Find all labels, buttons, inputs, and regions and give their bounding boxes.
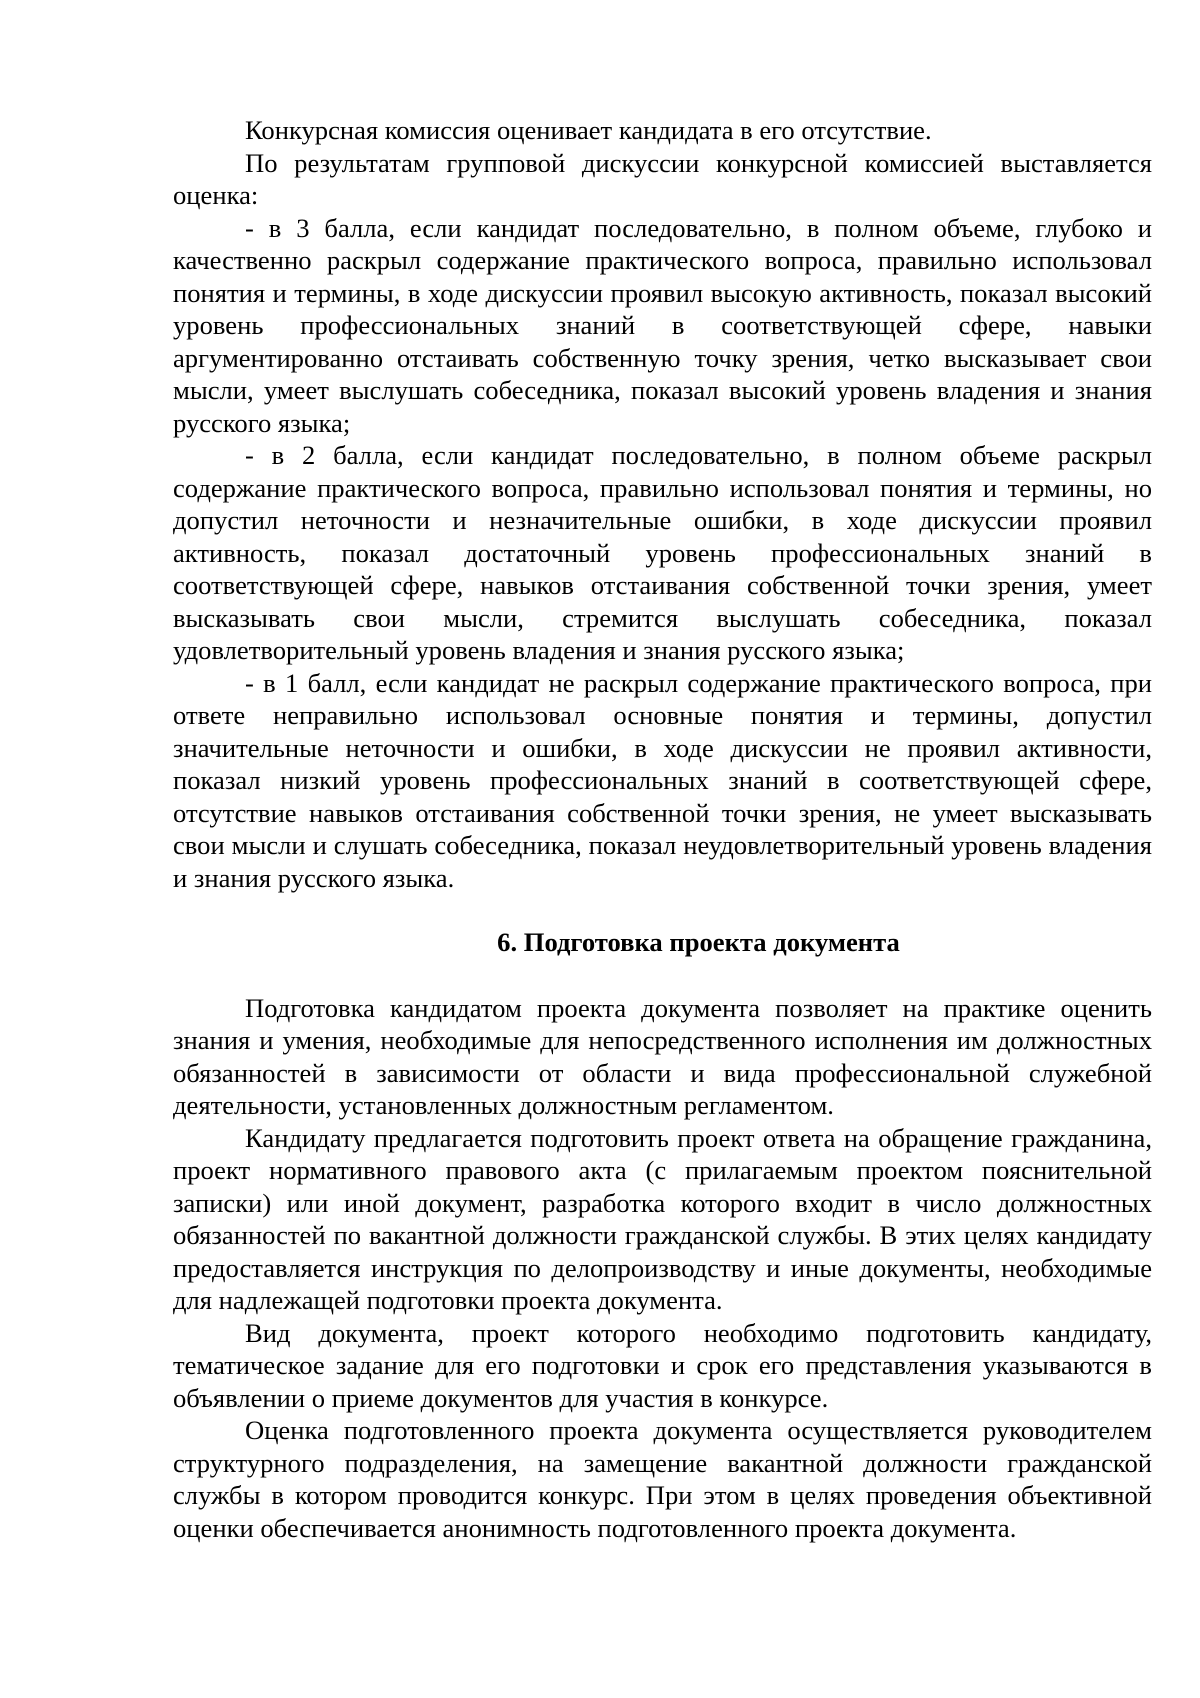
section-heading: 6. Подготовка проекта документа	[497, 927, 900, 957]
paragraph-score-2: - в 2 балла, если кандидат последовательно, в полном объеме раскрыл содержание практического вопроса, правильно использовал понятия и термины, но допустил неточности и незначительные ошибки, в ходе дискуссии проявил активность, показал достаточный уровень профессиональных знаний в соответствующей сфере, навыков отстаивания собственной точки зрения, умеет высказывать свои мысли, стремится выслушать собеседника, показал удовлетворительный уровень владения и знания русского языка;	[173, 440, 1152, 665]
paragraph-score-3: - в 3 балла, если кандидат последовательно, в полном объеме, глубоко и качественно раскрыл содержание практического вопроса, правильно использовал понятия и термины, в ходе дискуссии проявил высокую активность, показал высокий уровень профессиональных знаний в соответствующей сфере, навыки аргументированно отстаивать собственную точку зрения, четко высказывает свои мысли, умеет выслушать собеседника, показал высокий уровень владения и знания русского языка;	[173, 212, 1152, 438]
paragraph-document-purpose: Подготовка кандидатом проекта документа позволяет на практике оценить знания и умения, необходимые для непосредственного исполнения им должностных обязанностей в зависимости от области и вида профессиональной служебной деятельности, установленных должностным регламентом.	[173, 992, 1152, 1120]
paragraph-document-task: Кандидату предлагается подготовить проект ответа на обращение гражданина, проект нормативного правового акта (с прилагаемым проектом пояснительной записки) или иной документ, разработка которого входит в число должностных обязанностей по вакантной должности гражданской службы. В этих целях кандидату предоставляется инструкция по делопроизводству и иные документы, необходимые для надлежащей подготовки проекта документа.	[173, 1122, 1152, 1315]
document-page	[173, 114, 1152, 1544]
paragraph-document-type: Вид документа, проект которого необходимо подготовить кандидату, тематическое задание для его подготовки и срок его представления указываются в объявлении о приеме документов для участия в конкурсе.	[173, 1317, 1152, 1413]
paragraph-evaluation-absence: Конкурсная комиссия оценивает кандидата в его отсутствие.	[245, 115, 932, 145]
paragraph-score-1: - в 1 балл, если кандидат не раскрыл содержание практического вопроса, при ответе неправильно использовал основные понятия и термины, допустил значительные неточности и ошибки, в ходе дискуссии не проявил активности, показал низкий уровень профессиональных знаний в соответствующей сфере, отсутствие навыков отстаивания собственной точки зрения, не умеет высказывать свои мысли и слушать собеседника, показал неудовлетворительный уровень владения и знания русского языка.	[173, 667, 1152, 893]
spacer	[173, 894, 1152, 926]
paragraph-evaluation-intro: По результатам групповой дискуссии конкурсной комиссией выставляется оценка:	[173, 147, 1152, 210]
spacer	[173, 959, 1152, 992]
paragraph-document-assessment: Оценка подготовленного проекта документа осуществляется руководителем структурного подразделения, на замещение вакантной должности гражданской службы в котором проводится конкурс. При этом в целях проведения объективной оценки обеспечивается анонимность подготовленного проекта документа.	[173, 1415, 1152, 1543]
